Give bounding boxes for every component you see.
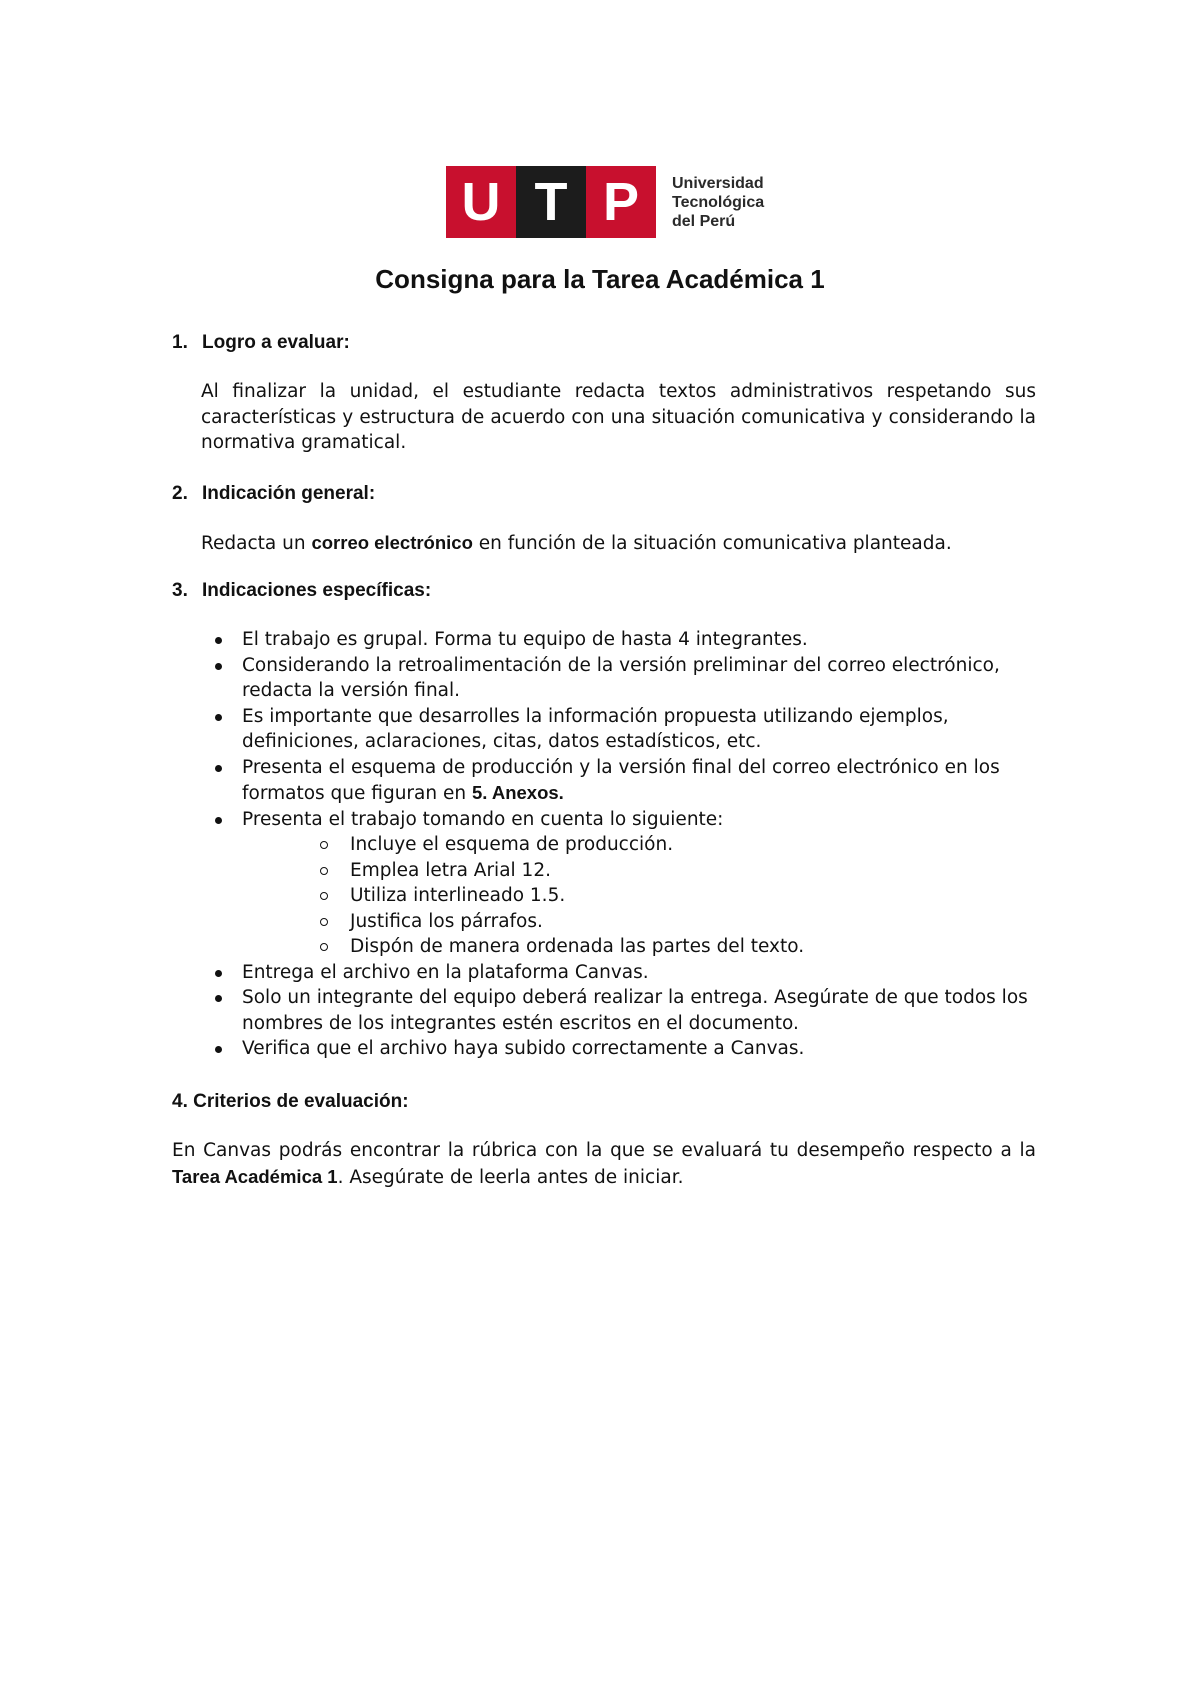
document-title: Consigna para la Tarea Académica 1 [375,264,825,294]
list-item: El trabajo es grupal. Forma tu equipo de hasta 4 integrantes. [208,627,1036,653]
sub-list-item: Utiliza interlineado 1.5. [242,883,1036,909]
section-2-number: 2. [172,483,188,504]
list-item: Considerando la retroalimentación de la versión preliminar del correo electrónico, redacta la versión final. [208,653,1036,704]
format-sublist [242,832,1036,960]
section-1-heading [172,332,350,354]
logo-line-1: Universidad [672,174,764,192]
logo-wordmark [672,174,764,231]
section-3-title: Indicaciones específicas: [202,580,432,601]
list-item: Entrega el archivo en la plataforma Canvas. [208,960,1036,986]
list-item: Solo un integrante del equipo deberá realizar la entrega. Asegúrate de que todos los nombres de los integrantes estén escritos en el documento. [208,985,1036,1036]
section-3-heading [172,580,431,602]
utp-logo [446,166,764,238]
specific-instructions-list [208,627,1036,1062]
logo-line-2: Tecnológica [672,193,765,211]
section-1-text: Al finalizar la unidad, el estudiante redacta textos administrativos respetando sus características y estructura de acuerdo con una situación comunicativa y considerando la normativa gramatical. [201,381,1036,453]
section-2-text [201,530,1061,557]
section-1-number: 1. [172,332,188,353]
section-2-text-bold: correo electrónico [311,532,473,553]
logo-letter-p: P [586,166,656,238]
list-item [208,755,1036,807]
sub-list-item: Incluye el esquema de producción. [242,832,1036,858]
sub-list-item: Emplea letra Arial 12. [242,858,1036,884]
logo-letter-u: U [446,166,516,238]
section-2-text-a: Redacta un [201,533,312,554]
section-2-heading [172,483,375,505]
list-item-text: Presenta el trabajo tomando en cuenta lo siguiente: [242,808,724,830]
section-4-text-bold: Tarea Académica 1 [172,1165,338,1187]
annex-reference: 5. Anexos. [471,782,564,803]
section-4-text-a: En Canvas podrás encontrar la rúbrica con la que se evaluará tu desempeño respecto a la [172,1140,1036,1161]
section-1-title: Logro a evaluar: [202,332,350,353]
logo-letter-t: T [516,166,586,238]
list-item: Verifica que el archivo haya subido correctamente a Canvas. [208,1036,1036,1062]
section-4-text [172,1138,1036,1190]
list-item-text: Presenta el esquema de producción y la versión final del correo electrónico en los formatos que figuran en [242,756,1000,804]
section-2-text-b: en función de la situación comunicativa planteada. [472,533,952,554]
section-2-title: Indicación general: [202,483,376,504]
logo-line-3: del Perú [672,212,736,230]
section-3-number: 3. [172,580,188,601]
sub-list-item: Justifica los párrafos. [242,909,1036,935]
section-4-heading: 4. Criterios de evaluación: [172,1091,409,1112]
section-4-text-b: . Asegúrate de leerla antes de iniciar. [337,1166,684,1188]
list-item [208,807,1036,960]
list-item: Es importante que desarrolles la información propuesta utilizando ejemplos, definiciones, aclaraciones, citas, datos estadísticos, etc. [208,704,1036,755]
sub-list-item: Dispón de manera ordenada las partes del texto. [242,934,1036,960]
